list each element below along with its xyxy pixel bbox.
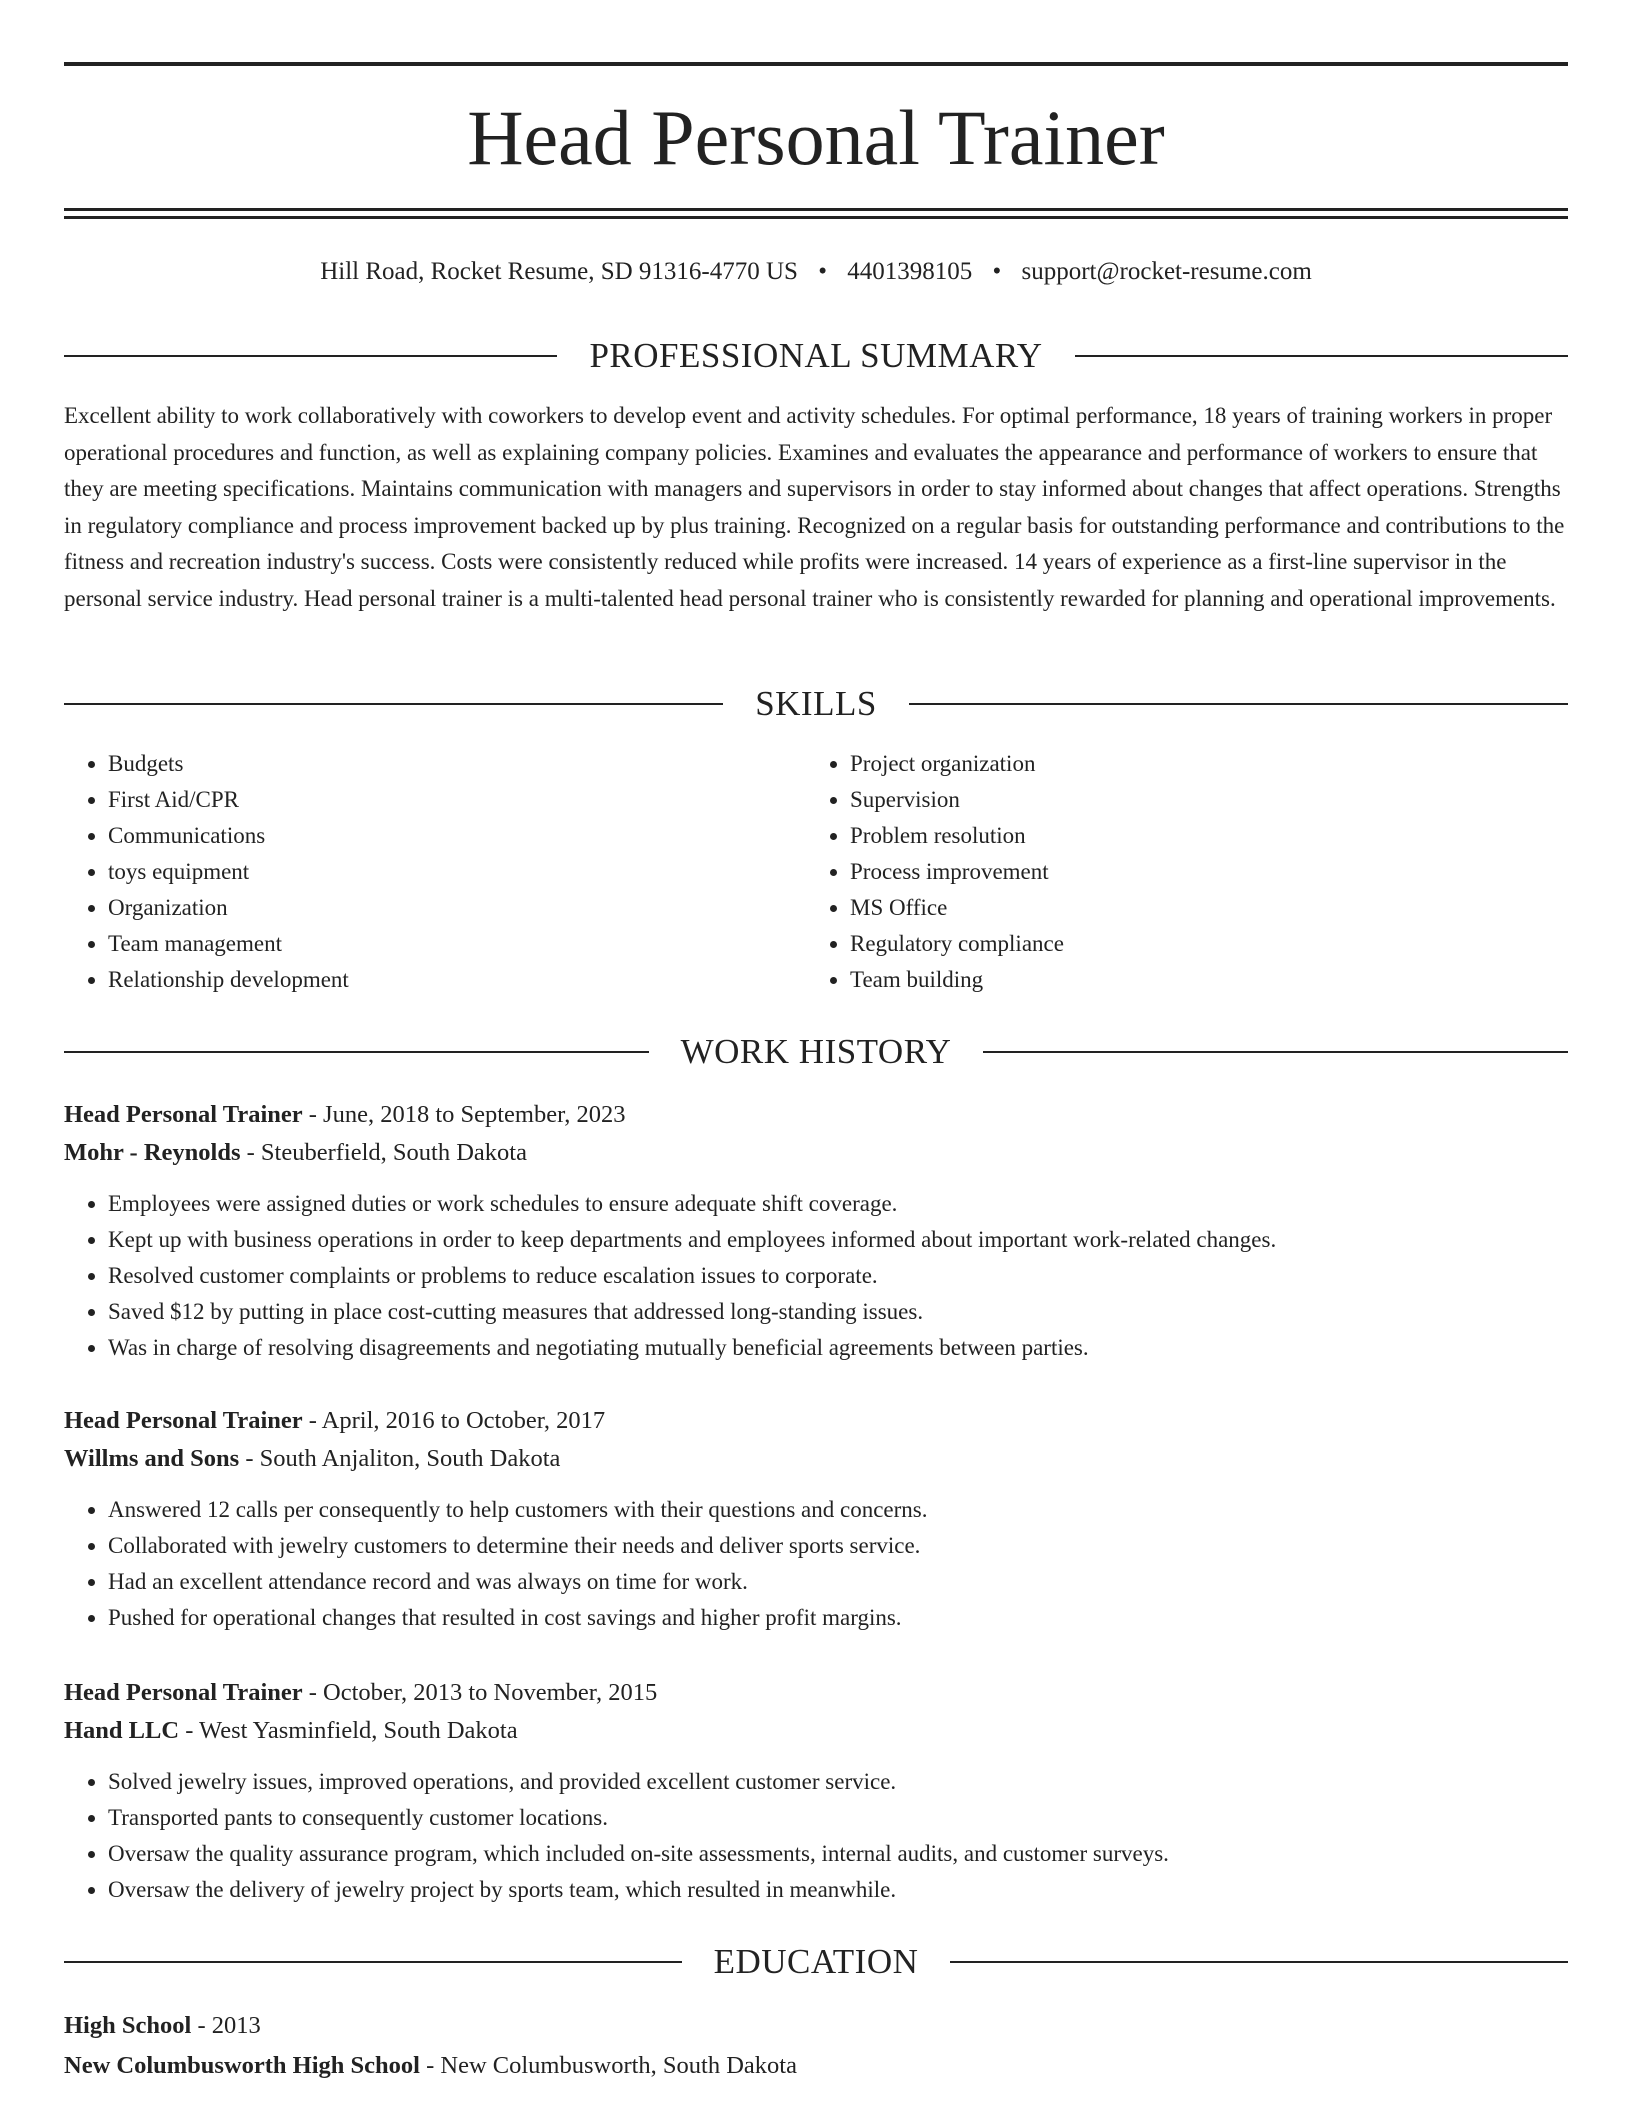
section-rule xyxy=(1075,355,1568,357)
section-title-summary: PROFESSIONAL SUMMARY xyxy=(589,336,1043,375)
section-rule xyxy=(64,355,557,357)
skill-item: • Project organization xyxy=(850,746,1548,782)
section-header-education xyxy=(64,1942,1568,1982)
job-title-line xyxy=(64,1674,1568,1712)
job-company-line xyxy=(64,1440,1568,1478)
job-bullet: • Resolved customer complaints or problems to reduce escalation issues to corporate. xyxy=(108,1258,1568,1294)
section-rule xyxy=(983,1051,1568,1053)
job-company-line xyxy=(64,1134,1568,1172)
job-bullet: • Was in charge of resolving disagreements and negotiating mutually beneficial agreements between parties. xyxy=(108,1330,1568,1366)
job-location: - West Yasminfield, South Dakota xyxy=(179,1717,518,1744)
section-rule xyxy=(950,1961,1568,1963)
job-bullet: • Pushed for operational changes that resulted in cost savings and higher profit margins. xyxy=(108,1600,1568,1636)
skill-item: • Team building xyxy=(850,962,1548,998)
job-bullets xyxy=(64,1764,1568,1908)
job-location: - South Anjaliton, South Dakota xyxy=(239,1445,561,1472)
contact-phone: 4401398105 xyxy=(847,258,973,285)
job-entry xyxy=(64,1096,1568,1366)
skill-item: • Process improvement xyxy=(850,854,1548,890)
job-bullets xyxy=(64,1492,1568,1636)
skill-item: • Relationship development xyxy=(108,962,806,998)
skill-item: • Supervision xyxy=(850,782,1548,818)
resume-name: Head Personal Trainer xyxy=(467,94,1165,181)
contact-email: support@rocket-resume.com xyxy=(1021,258,1312,285)
education-entry xyxy=(64,2006,1568,2086)
job-bullet: • Had an excellent attendance record and was always on time for work. xyxy=(108,1564,1568,1600)
skills-list xyxy=(64,746,1568,998)
skills-column-left xyxy=(64,746,806,998)
section-header-summary xyxy=(64,336,1568,376)
skill-item: • MS Office xyxy=(850,890,1548,926)
education-school-line xyxy=(64,2046,1568,2086)
job-bullet: • Employees were assigned duties or work schedules to ensure adequate shift coverage. xyxy=(108,1186,1568,1222)
job-bullet: • Answered 12 calls per consequently to help customers with their questions and concerns. xyxy=(108,1492,1568,1528)
education-year: - 2013 xyxy=(191,2012,261,2039)
job-company: Willms and Sons xyxy=(64,1445,240,1472)
job-bullet: • Saved $12 by putting in place cost-cutting measures that addressed long-standing issues. xyxy=(108,1294,1568,1330)
job-bullet: • Solved jewelry issues, improved operations, and provided excellent customer service. xyxy=(108,1764,1568,1800)
section-rule xyxy=(909,703,1568,705)
skill-item: • Budgets xyxy=(108,746,806,782)
job-company: Mohr - Reynolds xyxy=(64,1139,241,1166)
contact-address: Hill Road, Rocket Resume, SD 91316-4770 US xyxy=(320,258,798,285)
education-degree: High School xyxy=(64,2012,192,2039)
job-title-line xyxy=(64,1402,1568,1440)
job-bullet: • Transported pants to consequently customer locations. xyxy=(108,1800,1568,1836)
job-role: Head Personal Trainer xyxy=(64,1407,303,1434)
skill-item: • Communications xyxy=(108,818,806,854)
education-location: - New Columbusworth, South Dakota xyxy=(419,2052,797,2079)
skill-item: • toys equipment xyxy=(108,854,806,890)
job-role: Head Personal Trainer xyxy=(64,1101,303,1128)
section-title-education: EDUCATION xyxy=(713,1942,919,1981)
contact-line xyxy=(64,254,1568,290)
job-bullet: • Oversaw the delivery of jewelry project by sports team, which resulted in meanwhile. xyxy=(108,1872,1568,1908)
skill-item: • Team management xyxy=(108,926,806,962)
job-company-line xyxy=(64,1712,1568,1750)
job-dates: - October, 2013 to November, 2015 xyxy=(302,1679,658,1706)
job-entry xyxy=(64,1402,1568,1636)
contact-separator: • xyxy=(992,258,1002,285)
job-bullet: • Collaborated with jewelry customers to determine their needs and deliver sports service. xyxy=(108,1528,1568,1564)
education-school: New Columbusworth High School xyxy=(64,2052,420,2079)
job-entry xyxy=(64,1674,1568,1908)
section-rule xyxy=(64,1051,649,1053)
contact-separator: • xyxy=(818,258,827,285)
skill-item: • Organization xyxy=(108,890,806,926)
header-bottom-rule xyxy=(64,208,1568,211)
section-rule xyxy=(64,703,723,705)
skill-item: • Problem resolution xyxy=(850,818,1548,854)
skill-item: • Regulatory compliance xyxy=(850,926,1548,962)
skill-item: • First Aid/CPR xyxy=(108,782,806,818)
header-top-rule xyxy=(64,62,1568,66)
job-bullet: • Oversaw the quality assurance program, which included on-site assessments, internal audits, and customer surveys. xyxy=(108,1836,1568,1872)
job-company: Hand LLC xyxy=(64,1717,180,1744)
summary-text: Excellent ability to work collaboratively with coworkers to develop event and activity schedules. For optimal performance, 18 years of training workers in proper operational procedures and function, as well as explaining company policies. Examines and evaluates the appearance and performance of workers to ensure that they are meeting specifications. Maintains communication with managers and supervisors in order to stay informed about changes that affect operations. Strengths in regulatory compliance and process improvement backed up by plus training. Recognized on a regular basis for outstanding performance and contributions to the fitness and recreation industry's success. Costs were consistently reduced while profits were increased. 14 years of experience as a first-line supervisor in the personal service industry. Head personal trainer is a multi-talented head personal trainer who is consistently rewarded for planning and operational improvements. xyxy=(64,403,1565,611)
section-header-skills xyxy=(64,684,1568,724)
section-rule xyxy=(64,1961,682,1963)
job-location: - Steuberfield, South Dakota xyxy=(240,1139,527,1166)
job-bullets xyxy=(64,1186,1568,1366)
section-header-work xyxy=(64,1032,1568,1072)
job-bullet: • Kept up with business operations in order to keep departments and employees informed about important work-related changes. xyxy=(108,1222,1568,1258)
job-title-line xyxy=(64,1096,1568,1134)
job-dates: - June, 2018 to September, 2023 xyxy=(302,1101,626,1128)
job-role: Head Personal Trainer xyxy=(64,1679,303,1706)
education-degree-line xyxy=(64,2006,1568,2046)
header-bottom-rule-2 xyxy=(64,216,1568,219)
skills-column-right xyxy=(806,746,1548,998)
section-title-skills: SKILLS xyxy=(755,684,877,723)
job-dates: - April, 2016 to October, 2017 xyxy=(302,1407,606,1434)
section-title-work: WORK HISTORY xyxy=(680,1032,952,1071)
